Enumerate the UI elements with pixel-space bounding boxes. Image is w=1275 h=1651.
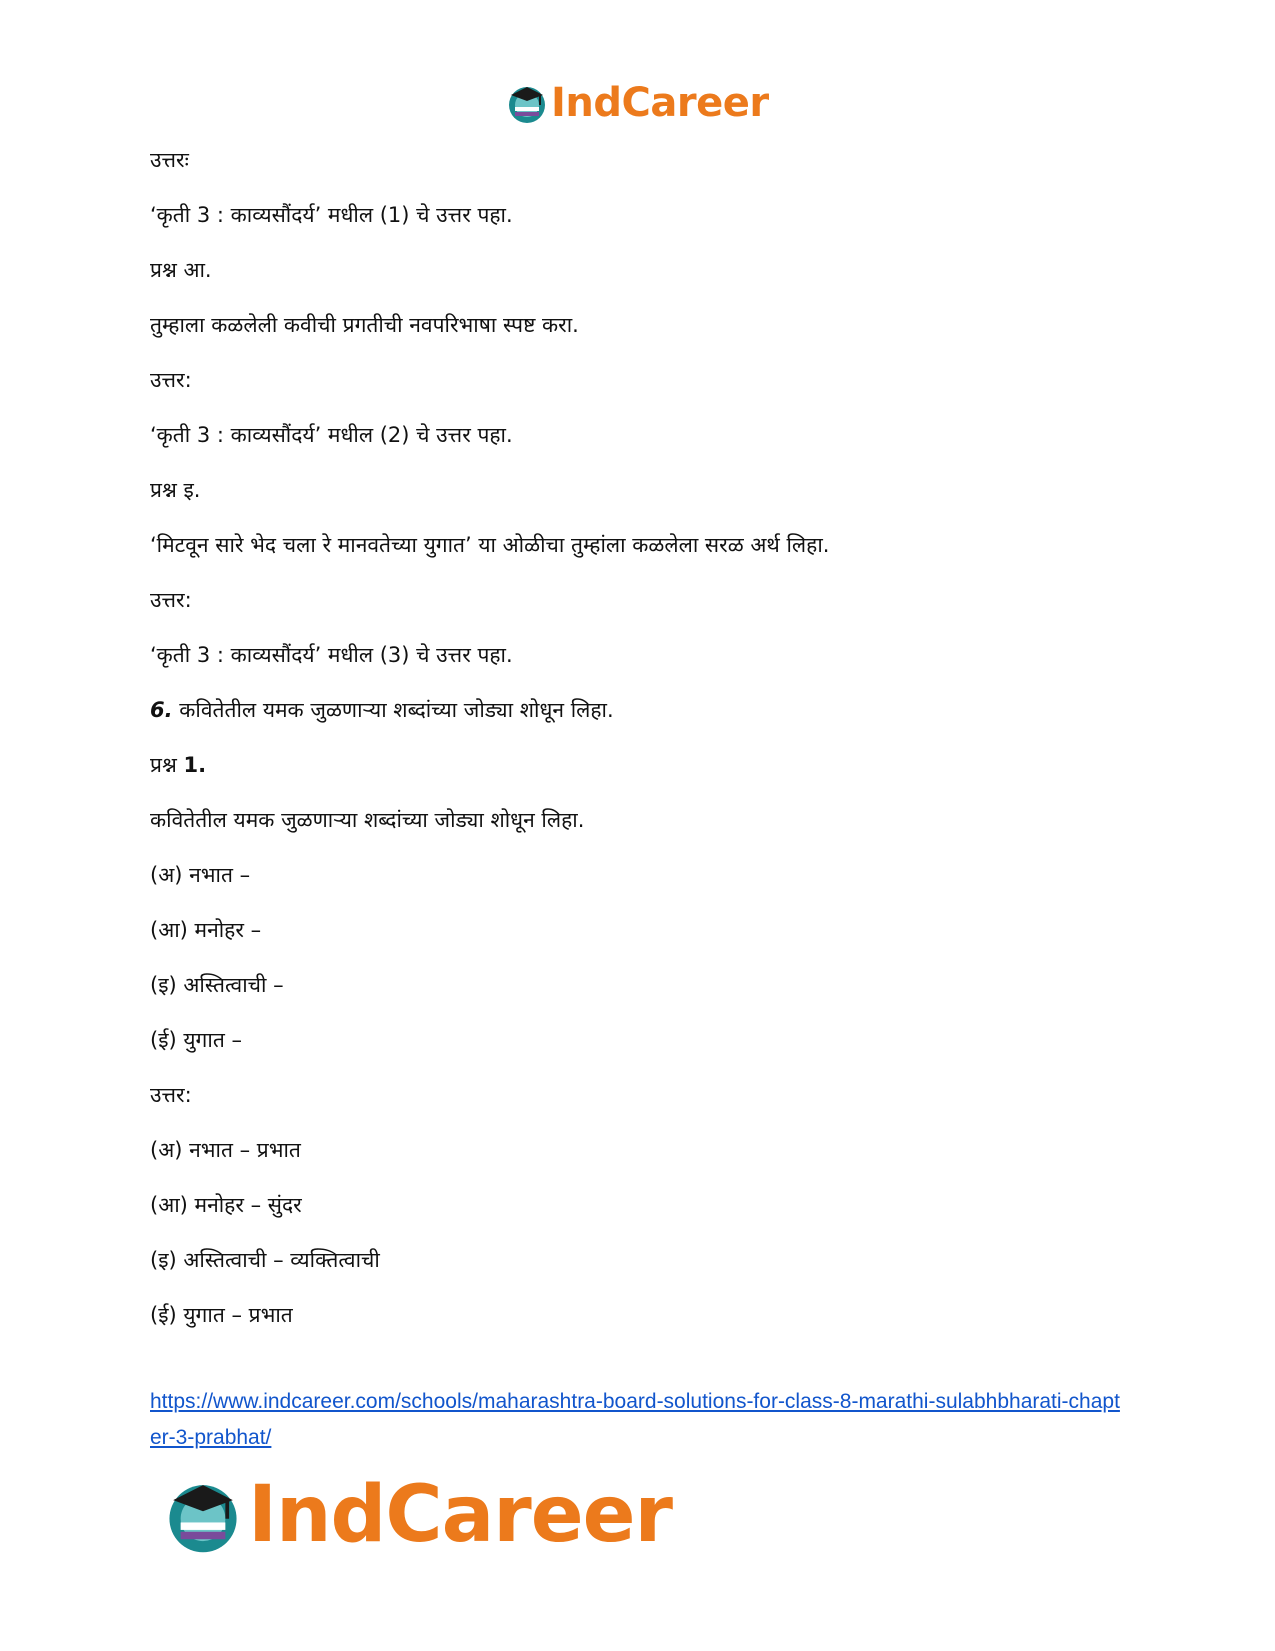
answer-text: ‘कृती 3 : काव्यसौंदर्य’ मधील (3) चे उत्तर पहा. xyxy=(150,643,513,667)
logo-text: IndCareer xyxy=(248,1470,672,1560)
question-text: तुम्हाला कळलेली कवीची प्रगतीची नवपरिभाषा स्पष्ट करा. xyxy=(150,313,579,337)
section-title: कवितेतील यमक जुळणाऱ्या शब्दांच्या जोड्या शोधून लिहा. xyxy=(179,698,614,722)
answer-text: ‘कृती 3 : काव्यसौंदर्य’ मधील (1) चे उत्तर पहा. xyxy=(150,203,513,227)
list-item: (अ) नभात – xyxy=(150,863,251,887)
answer-text: ‘कृती 3 : काव्यसौंदर्य’ मधील (2) चे उत्तर पहा. xyxy=(150,423,513,447)
question-prefix: प्रश्न xyxy=(150,753,177,777)
list-item: (ई) युगात – प्रभात xyxy=(150,1303,293,1327)
list-item: (अ) नभात – प्रभात xyxy=(150,1138,301,1162)
list-item: (इ) अस्तित्वाची – व्यक्तित्वाची xyxy=(150,1248,380,1272)
answer-label: उत्तर: xyxy=(150,1083,192,1107)
list-item: (आ) मनोहर – सुंदर xyxy=(150,1193,302,1217)
question-label xyxy=(150,749,1130,781)
list-item: (आ) मनोहर – xyxy=(150,918,262,942)
header-logo xyxy=(505,78,769,128)
question-text: ‘मिटवून सारे भेद चला रे मानवतेच्या युगात’ या ओळीचा तुम्हांला कळलेला सरळ अर्थ लिहा. xyxy=(150,533,830,557)
question-text: कवितेतील यमक जुळणाऱ्या शब्दांच्या जोड्या शोधून लिहा. xyxy=(150,808,585,832)
document-body xyxy=(150,144,1130,1354)
question-label: प्रश्न इ. xyxy=(150,478,201,502)
answer-label: उत्तर: xyxy=(150,588,192,612)
source-link[interactable]: https://www.indcareer.com/schools/maharashtra-board-solutions-for-class-8-marathi-sulabhbharati-chapter-3-prabhat/ xyxy=(150,1390,1120,1449)
list-item: (इ) अस्तित्वाची – xyxy=(150,973,284,997)
answer-label: उत्तर: xyxy=(150,368,192,392)
section-heading xyxy=(150,694,1130,726)
logo-text: IndCareer xyxy=(551,80,769,126)
section-number: 6. xyxy=(150,698,173,722)
graduation-cap-globe-icon xyxy=(505,81,549,125)
answer-label: उत्तरः xyxy=(150,148,189,172)
graduation-cap-globe-icon xyxy=(162,1474,244,1556)
footer-logo xyxy=(162,1470,672,1560)
list-item: (ई) युगात – xyxy=(150,1028,242,1052)
question-number: 1. xyxy=(183,753,207,777)
question-label: प्रश्न आ. xyxy=(150,258,212,282)
